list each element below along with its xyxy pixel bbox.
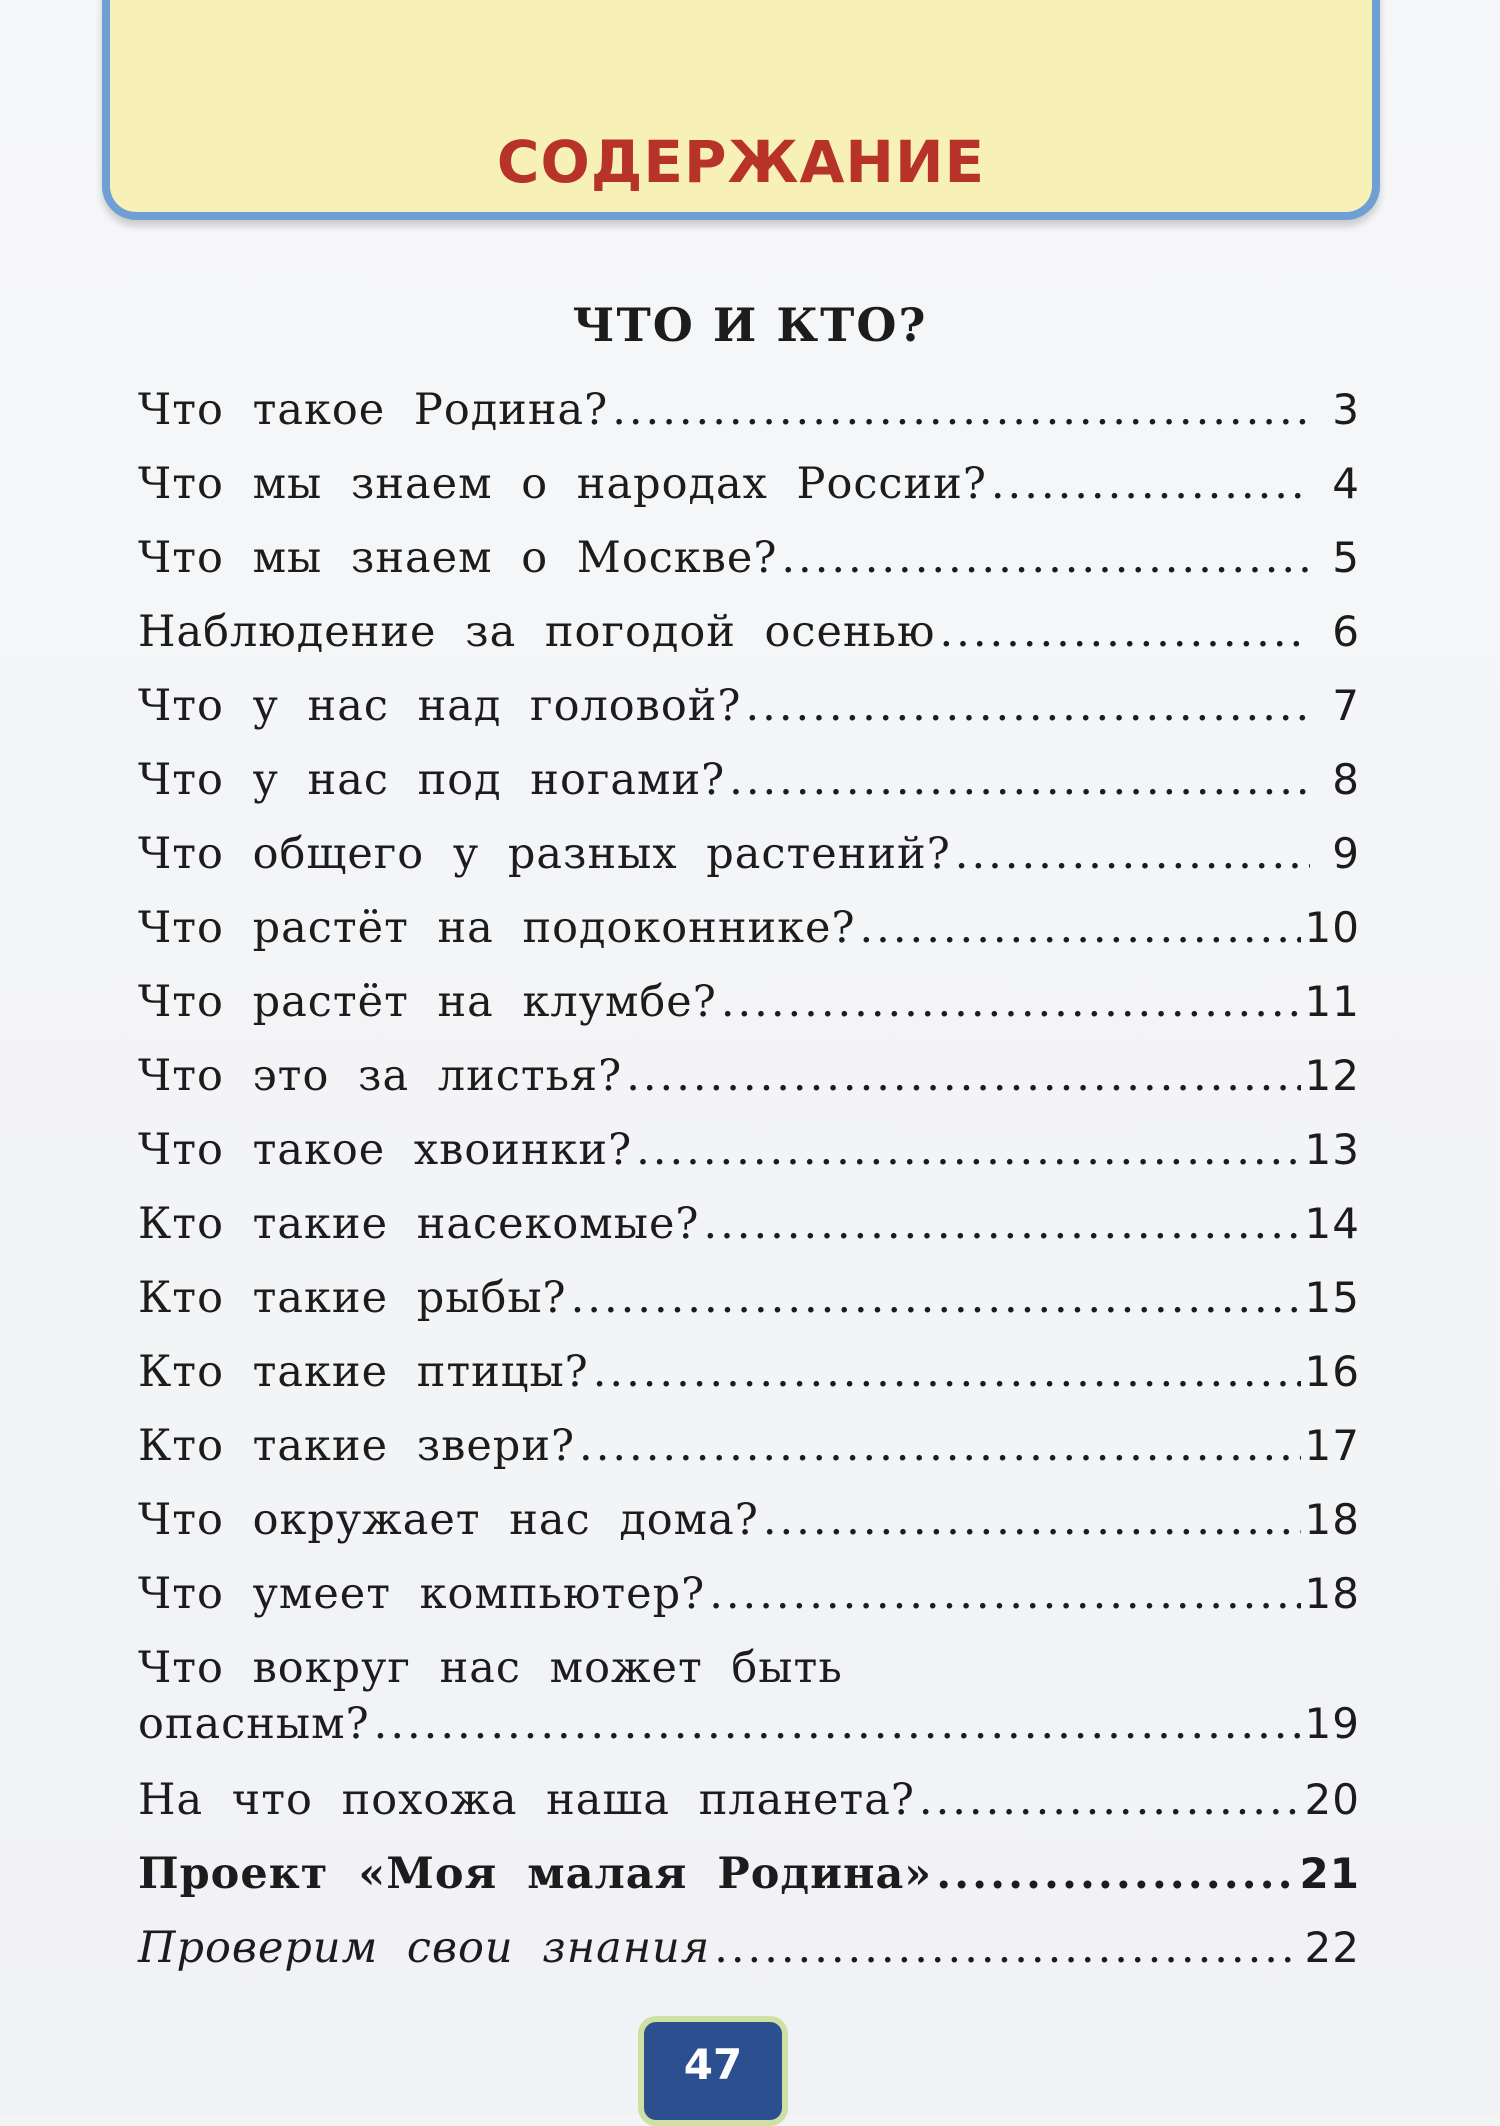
toc-entry-page: 20 — [1304, 1775, 1360, 1824]
toc-entry-project[interactable] — [138, 1849, 1360, 1923]
table-of-contents — [138, 385, 1360, 1997]
toc-entry-page: 21 — [1299, 1849, 1360, 1898]
toc-entry[interactable] — [138, 459, 1360, 533]
toc-entry[interactable] — [138, 1569, 1360, 1643]
toc-entry-title: Что такое Родина? — [138, 385, 609, 435]
toc-leader-dots — [860, 903, 1301, 953]
toc-entry-page: 5 — [1332, 533, 1360, 582]
toc-entry-page: 18 — [1304, 1495, 1360, 1544]
toc-entry-page: 7 — [1332, 681, 1360, 730]
toc-entry-title: Наблюдение за погодой осенью — [138, 607, 936, 657]
toc-entry-page: 13 — [1304, 1125, 1360, 1174]
toc-entry[interactable] — [138, 1273, 1360, 1347]
toc-entry[interactable] — [138, 829, 1360, 903]
toc-leader-dots — [919, 1775, 1301, 1825]
toc-entry-page: 22 — [1304, 1923, 1360, 1972]
toc-entry[interactable] — [138, 1421, 1360, 1495]
toc-entry-page: 3 — [1332, 385, 1360, 434]
toc-leader-dots — [714, 1923, 1300, 1973]
toc-entry[interactable] — [138, 977, 1360, 1051]
toc-entry-page: 15 — [1304, 1273, 1360, 1322]
toc-leader-dots — [703, 1199, 1300, 1249]
toc-entry-title: Что растёт на подоконнике? — [138, 903, 856, 953]
toc-entry-title: Что умеет компьютер? — [138, 1569, 706, 1619]
toc-entry[interactable] — [138, 1775, 1360, 1849]
toc-entry[interactable] — [138, 1495, 1360, 1569]
toc-leader-dots — [991, 459, 1310, 509]
toc-entry-page: 4 — [1332, 459, 1360, 508]
toc-entry[interactable] — [138, 1051, 1360, 1125]
toc-entry[interactable] — [138, 903, 1360, 977]
toc-entry-review[interactable] — [138, 1923, 1360, 1997]
toc-entry-title-continuation: опасным? — [138, 1699, 370, 1749]
toc-entry-title: На что похожа наша планета? — [138, 1775, 915, 1825]
toc-entry-title: Что общего у разных растений? — [138, 829, 951, 879]
toc-entry-title: Проект «Моя малая Родина» — [138, 1849, 933, 1899]
contents-title: СОДЕРЖАНИЕ — [496, 128, 986, 196]
toc-leader-dots — [709, 1569, 1300, 1619]
toc-entry-title: Кто такие рыбы? — [138, 1273, 567, 1323]
toc-entry[interactable] — [138, 1643, 1360, 1699]
toc-entry-page: 17 — [1304, 1421, 1360, 1470]
toc-leader-dots — [729, 755, 1310, 805]
page-number-badge: 47 — [638, 2016, 788, 2126]
toc-entry-title: Что у нас над головой? — [138, 681, 742, 731]
toc-leader-dots — [612, 385, 1310, 435]
toc-entry-page: 18 — [1304, 1569, 1360, 1618]
toc-leader-dots — [571, 1273, 1301, 1323]
toc-leader-dots — [745, 681, 1310, 731]
toc-entry-page: 8 — [1332, 755, 1360, 804]
contents-banner — [102, 0, 1380, 220]
toc-entry-page: 16 — [1304, 1347, 1360, 1396]
toc-leader-dots — [721, 977, 1301, 1027]
toc-entry[interactable] — [138, 1125, 1360, 1199]
toc-leader-dots — [939, 607, 1310, 657]
toc-entry[interactable] — [138, 1347, 1360, 1421]
toc-entry-title: Что это за листья? — [138, 1051, 623, 1101]
toc-leader-dots — [936, 1849, 1295, 1899]
toc-entry-page: 10 — [1304, 903, 1360, 952]
toc-entry-title: Проверим свои знания — [138, 1923, 711, 1973]
toc-entry-page: 14 — [1304, 1199, 1360, 1248]
toc-entry[interactable] — [138, 607, 1360, 681]
toc-leader-dots — [955, 829, 1310, 879]
toc-leader-dots — [579, 1421, 1301, 1471]
toc-leader-dots — [593, 1347, 1301, 1397]
toc-leader-dots — [781, 533, 1310, 583]
toc-entry[interactable] — [138, 755, 1360, 829]
toc-entry[interactable] — [138, 533, 1360, 607]
toc-entry-title: Что мы знаем о Москве? — [138, 533, 778, 583]
toc-entry-title: Что такое хвоинки? — [138, 1125, 633, 1175]
toc-entry-title: Кто такие насекомые? — [138, 1199, 700, 1249]
toc-entry-title: Что у нас под ногами? — [138, 755, 726, 805]
toc-leader-dots — [763, 1495, 1301, 1545]
toc-entry-page: 11 — [1304, 977, 1360, 1026]
section-heading: ЧТО И КТО? — [572, 298, 928, 352]
toc-leader-dots — [626, 1051, 1300, 1101]
toc-entry[interactable] — [138, 385, 1360, 459]
toc-entry-title: Что мы знаем о народах России? — [138, 459, 987, 509]
toc-entry[interactable] — [138, 681, 1360, 755]
toc-entry-page: 6 — [1332, 607, 1360, 656]
toc-leader-dots — [374, 1699, 1301, 1749]
toc-entry-title: Что окружает нас дома? — [138, 1495, 759, 1545]
toc-entry-title: Кто такие звери? — [138, 1421, 576, 1471]
toc-entry-page: 9 — [1332, 829, 1360, 878]
toc-leader-dots — [636, 1125, 1300, 1175]
toc-entry-page: 19 — [1304, 1699, 1360, 1748]
toc-entry-title: Кто такие птицы? — [138, 1347, 589, 1397]
toc-entry[interactable] — [138, 1199, 1360, 1273]
toc-entry-title: Что растёт на клумбе? — [138, 977, 717, 1027]
toc-entry-title: Что вокруг нас может быть — [138, 1643, 843, 1693]
toc-entry-continuation[interactable] — [138, 1699, 1360, 1775]
toc-entry-page: 12 — [1304, 1051, 1360, 1100]
